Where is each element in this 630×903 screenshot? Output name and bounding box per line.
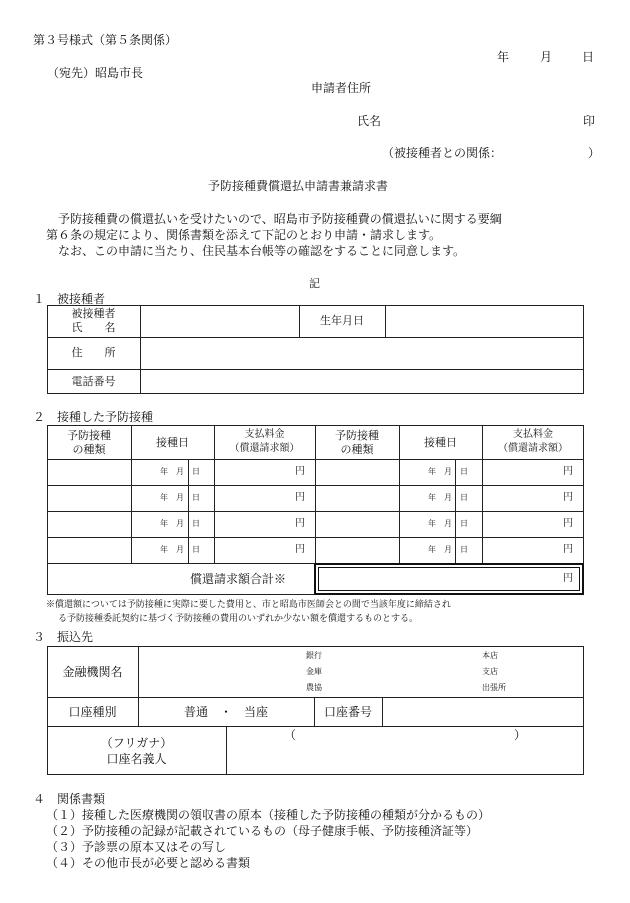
- account-holder-field[interactable]: [228, 746, 582, 773]
- yen-cell: 円: [295, 466, 305, 477]
- applicant-name-label: 氏名: [357, 114, 382, 128]
- body-line-2: 第６条の規定により、関係書類を添えて下記のとおり申請・請求します。: [46, 228, 442, 242]
- branch-type-office: 出張所: [482, 683, 506, 692]
- yen-cell: 円: [563, 492, 573, 503]
- section2-heading: ２ 接種した予防接種: [33, 410, 154, 424]
- account-number-label: 口座番号: [323, 705, 372, 719]
- col-type-label-1b: 予防接種: [335, 429, 379, 442]
- document-item-2: （２）予防接種の記録が記載されているもの（母子健康手帳、予防接種済証等）: [46, 824, 479, 838]
- col-type-label-1: 予防接種: [67, 429, 111, 442]
- date-year-label: 年: [497, 50, 510, 64]
- date-cell: 年 月 日: [160, 545, 200, 554]
- document-item-1: （１）接種した医療機関の領収書の原本（接種した予防接種の種類が分かるもの）: [46, 808, 491, 822]
- ki-label: 記: [309, 277, 320, 290]
- document-item-3: （３）予診票の原本又はその写し: [46, 840, 227, 854]
- col-date-label: 接種日: [156, 436, 189, 449]
- account-holder-label: 口座名義人: [106, 752, 167, 766]
- phone-label: 電話番号: [71, 375, 116, 388]
- body-line-3: なお、この申請に当たり、住民基本台帳等の確認をすることに同意します。: [58, 244, 466, 258]
- relation-label: （被接種者との関係：: [382, 146, 503, 160]
- col-date-label-b: 接種日: [424, 436, 457, 449]
- body-line-1: 予防接種費の償還払いを受けたいので、昭島市予防接種費の償還払いに関する要綱: [58, 212, 502, 226]
- col-fee-label-1: 支払料金: [244, 429, 285, 440]
- addressee: （宛先）昭島市長: [47, 66, 144, 80]
- recipient-label-2: 氏 名: [71, 321, 116, 334]
- date-cell: 年 月 日: [160, 467, 200, 476]
- account-type-options[interactable]: 普通 ・ 当座: [183, 705, 268, 719]
- recipient-name-field[interactable]: [142, 307, 297, 335]
- bank-type-bank: 銀行: [306, 651, 322, 660]
- furigana-paren-close: ）: [514, 728, 527, 742]
- bank-type-nokyo: 農協: [306, 683, 322, 692]
- form-number: 第３号様式（第５条関係）: [33, 33, 178, 47]
- col-type-label-2b: の種類: [340, 443, 374, 456]
- date-month-label: 月: [540, 50, 553, 64]
- relation-close: ）: [588, 146, 601, 160]
- furigana-field[interactable]: [298, 728, 510, 742]
- date-cell: 年 月 日: [160, 519, 200, 528]
- date-cell: 年 月 日: [428, 467, 468, 476]
- branch-type-branch: 支店: [482, 667, 498, 676]
- section1-heading: １ 被接種者: [33, 292, 106, 306]
- date-day-label: 日: [582, 50, 595, 64]
- date-cell: 年 月 日: [428, 519, 468, 528]
- yen-cell: 円: [563, 518, 573, 529]
- yen-cell: 円: [295, 518, 305, 529]
- recipient-label-1: 被接種者: [71, 307, 116, 320]
- note-line-2: る予防接種委託契約に基づく予防接種の費用のいずれか少ない額を償還するものとする。: [58, 614, 419, 624]
- birthdate-label: 生年月日: [320, 314, 364, 327]
- bank-type-shinkin: 金庫: [306, 667, 322, 676]
- date-cell: 年 月 日: [160, 493, 200, 502]
- bank-name-label: 金融機関名: [62, 665, 123, 679]
- document-title: 予防接種費償還払申請書兼請求書: [208, 179, 389, 193]
- note-line-1: ※償還額については予防接種に実際に要した費用と、市と昭島市医師会との間で当該年度に締結され: [46, 600, 451, 610]
- section3-heading: ３ 振込先: [33, 630, 94, 644]
- col-fee-label-1b: 支払料金: [513, 429, 553, 440]
- seal-label: 印: [583, 114, 596, 128]
- yen-cell: 円: [295, 492, 305, 503]
- furigana-label: （フリガナ）: [100, 736, 173, 750]
- address-label: 住 所: [71, 346, 116, 359]
- furigana-paren-open: （: [284, 728, 297, 742]
- date-cell: 年 月 日: [428, 493, 468, 502]
- col-fee-label-2b: （償還請求額）: [498, 443, 568, 454]
- address-field[interactable]: [142, 339, 582, 367]
- document-item-4: （４）その他市長が必要と認める書類: [46, 856, 251, 870]
- total-label: 償還請求額合計※: [190, 572, 287, 586]
- col-fee-label-2: （償還請求額）: [229, 443, 300, 454]
- yen-cell: 円: [563, 544, 573, 555]
- date-cell: 年 月 日: [428, 545, 468, 554]
- section4-heading: ４ 関係書類: [33, 792, 106, 806]
- yen-cell: 円: [563, 466, 573, 477]
- branch-type-main: 本店: [482, 651, 498, 660]
- account-type-label: 口座種別: [68, 705, 117, 719]
- phone-field[interactable]: [142, 371, 582, 392]
- yen-cell: 円: [295, 544, 305, 555]
- col-type-label-2: の種類: [72, 443, 106, 456]
- total-yen: 円: [563, 573, 573, 584]
- account-number-field[interactable]: [384, 699, 582, 724]
- birthdate-field[interactable]: [387, 307, 582, 335]
- applicant-address-label: 申請者住所: [311, 81, 372, 95]
